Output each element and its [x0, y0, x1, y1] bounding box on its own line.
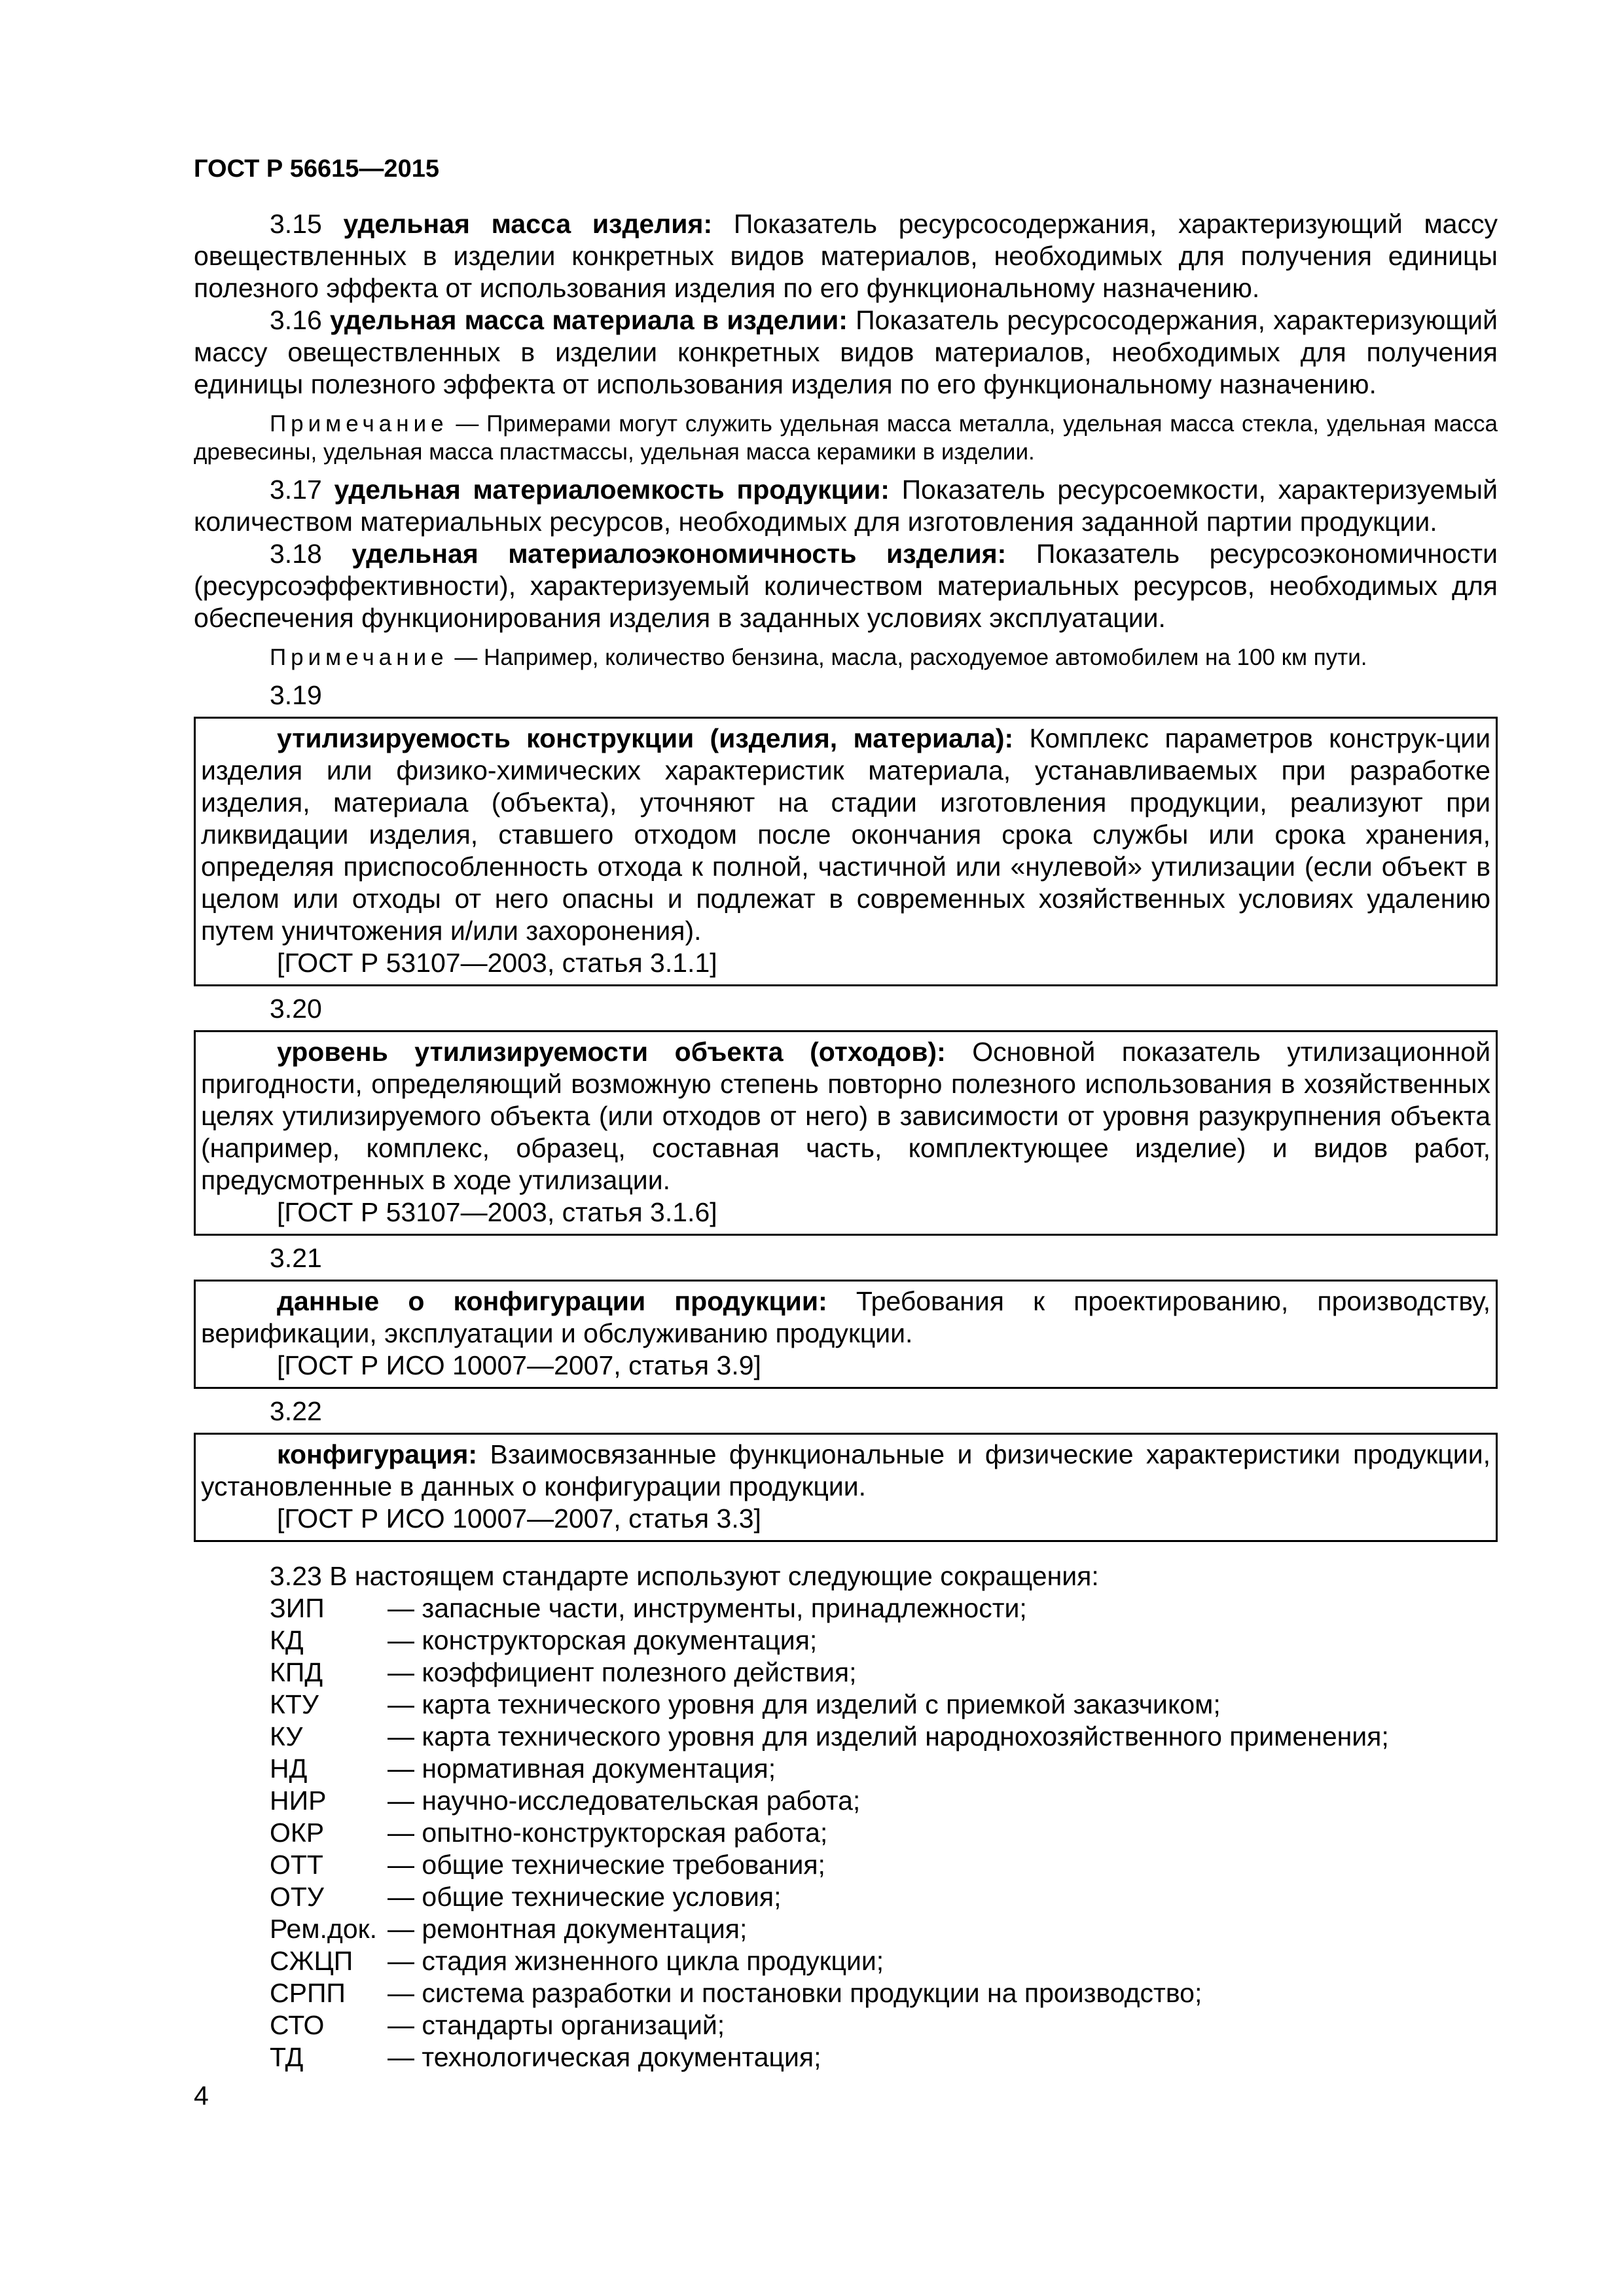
definition-term: удельная масса материала в изделии: [330, 305, 848, 335]
definition-term: удельная материалоемкость продукции: [334, 475, 890, 505]
abbreviation-row [194, 1657, 1498, 1689]
abbreviation-definition: — научно-исследовательская работа; [388, 1785, 861, 1816]
boxed-definition-3-19 [194, 717, 1498, 986]
definition-3-18 [194, 538, 1498, 634]
document-body [194, 208, 1498, 2073]
abbreviation-definition: — общие технические требования; [388, 1850, 825, 1880]
abbreviation-definition: — конструкторская документация; [388, 1625, 818, 1655]
abbreviation-row [194, 1913, 1498, 1945]
note-text: — Примерами могут служить удельная масса металла, удельная масса стекла, удельная масса древесины, удельная масса пластмассы, удельная масса керамики в изделии. [194, 411, 1498, 465]
boxed-number-3-20: 3.20 [270, 994, 322, 1024]
definition-term: утилизируемость конструкции (изделия, материала): [277, 723, 1014, 753]
boxed-number-3-19: 3.19 [270, 680, 322, 710]
abbreviation-code: Рем.док. [270, 1914, 377, 1944]
abbreviation-row [194, 1592, 1498, 1624]
definition-number: 3.18 [270, 539, 322, 569]
definition-number: 3.16 [270, 305, 322, 335]
abbreviation-code: ЗИП [270, 1593, 325, 1623]
note-label: Примечание [270, 411, 448, 437]
abbreviation-code: ОТУ [270, 1882, 324, 1912]
definition-term: удельная масса изделия: [343, 209, 713, 239]
abbreviation-definition: — ремонтная документация; [388, 1914, 748, 1944]
boxed-number-3-21: 3.21 [270, 1243, 322, 1273]
abbreviation-row [194, 1945, 1498, 1977]
abbreviation-row [194, 1753, 1498, 1785]
abbreviation-row [194, 1977, 1498, 2009]
abbreviation-code: КТУ [270, 1689, 319, 1719]
abbreviation-row [194, 1785, 1498, 1817]
abbreviation-code: КД [270, 1625, 304, 1655]
definition-text: Показатель ресурсоемкости, характеризуемый количеством материальных ресурсов, необходимых для изготовления заданной партии продукции. [194, 475, 1498, 537]
abbreviation-definition: — нормативная документация; [388, 1753, 776, 1784]
abbreviation-row [194, 1624, 1498, 1657]
abbreviation-row [194, 2009, 1498, 2041]
abbreviation-code: СЖЦП [270, 1946, 353, 1976]
abbreviation-row [194, 2041, 1498, 2073]
abbreviation-code: НД [270, 1753, 308, 1784]
boxed-definition-3-21 [194, 1280, 1498, 1389]
abbreviations-list [194, 1592, 1498, 2073]
abbreviation-code: СТО [270, 2010, 325, 2040]
definition-term: уровень утилизируемости объекта (отходов): [277, 1037, 946, 1067]
definition-text: Комплекс параметров конструк-ции изделия или физико-химических характеристик материала, устанавливаемых при разработке изделия, материала (объекта), уточняют на стадии изготовления продукции, реализуют при ликвидации изделия, ставшего отходом после окончания срока службы или срока хранения, определяя приспособленность отхода к полной, частичной или «нулевой» утилизации (если объект в целом или отходы от него опасны и подлежат в современных хозяйственных условиях удалению путем уничтожения и/или захоронения). [201, 723, 1490, 946]
definition-term: конфигурация: [277, 1439, 478, 1469]
abbreviation-code: КУ [270, 1721, 303, 1751]
definition-source: [ГОСТ Р 53107—2003, статья 3.1.1] [277, 948, 717, 978]
abbreviation-definition: — опытно-конструкторская работа; [388, 1818, 828, 1848]
boxed-definition-3-20 [194, 1030, 1498, 1236]
abbreviation-row [194, 1689, 1498, 1721]
abbreviation-definition: — карта технического уровня для изделий с приемкой заказчиком; [388, 1689, 1221, 1719]
definition-3-15 [194, 208, 1498, 304]
definition-term: удельная материалоэкономичность изделия: [352, 539, 1007, 569]
abbreviation-definition: — карта технического уровня для изделий народнохозяйственного применения; [388, 1721, 1389, 1751]
abbreviation-definition: — система разработки и постановки продукции на производство; [388, 1978, 1202, 2008]
abbreviation-row [194, 1817, 1498, 1849]
note-2 [194, 643, 1498, 672]
abbreviation-row [194, 1721, 1498, 1753]
abbreviations-intro: 3.23 В настоящем стандарте используют следующие сокращения: [270, 1561, 1099, 1591]
abbreviation-code: ОТТ [270, 1850, 323, 1880]
definition-source: [ГОСТ Р 53107—2003, статья 3.1.6] [277, 1197, 717, 1227]
abbreviation-definition: — стадия жизненного цикла продукции; [388, 1946, 884, 1976]
definition-text: Показатель ресурсосодержания, характеризующий массу овеществленных в изделии конкретных видов материалов, необходимых для получения единицы полезного эффекта от использования изделия по его функциональному назначению. [194, 305, 1498, 399]
abbreviation-code: ТД [270, 2042, 304, 2072]
abbreviation-definition: — стандарты организаций; [388, 2010, 725, 2040]
note-text: — Например, количество бензина, масла, расходуемое автомобилем на 100 км пути. [454, 645, 1367, 670]
definition-3-17 [194, 474, 1498, 538]
definition-text: Показатель ресурсосодержания, характеризующий массу овеществленных в изделии конкретных видов материалов, необходимых для получения единицы полезного эффекта от использования изделия по его функциональному назначению. [194, 209, 1498, 303]
definition-text: Взаимосвязанные функциональные и физические характеристики продукции, установленные в данных о конфигурации продукции. [201, 1439, 1490, 1501]
abbreviation-row [194, 1881, 1498, 1913]
definition-term: данные о конфигурации продукции: [277, 1286, 827, 1316]
definition-source: [ГОСТ Р ИСО 10007—2007, статья 3.9] [277, 1350, 761, 1380]
abbreviation-definition: — запасные части, инструменты, принадлежности; [388, 1593, 1027, 1623]
page-number: 4 [194, 2081, 209, 2111]
definition-3-16 [194, 304, 1498, 401]
abbreviation-code: КПД [270, 1657, 323, 1687]
definition-text: Требования к проектированию, производству, верификации, эксплуатации и обслуживанию продукции. [201, 1286, 1490, 1348]
definition-number: 3.15 [270, 209, 322, 239]
boxed-definition-3-22 [194, 1433, 1498, 1542]
abbreviation-definition: — общие технические условия; [388, 1882, 782, 1912]
boxed-number-3-22: 3.22 [270, 1396, 322, 1426]
abbreviation-code: НИР [270, 1785, 327, 1816]
abbreviation-definition: — коэффициент полезного действия; [388, 1657, 857, 1687]
abbreviation-code: СРПП [270, 1978, 346, 2008]
abbreviation-code: ОКР [270, 1818, 325, 1848]
definition-text: Показатель ресурсоэкономичности (ресурсоэффективности), характеризуемый количеством материальных ресурсов, необходимых для обеспечения функционирования изделия в заданных условиях эксплуатации. [194, 539, 1498, 633]
definition-text: Основной показатель утилизационной пригодности, определяющий возможную степень повторно полезного использования в хозяйственных целях утилизируемого объекта (или отходов от него) в зависимости от уровня разукрупнения объекта (например, комплекс, образец, составная часть, комплектующее изделие) и видов работ, предусмотренных в ходе утилизации. [201, 1037, 1490, 1195]
note-1 [194, 410, 1498, 466]
definition-number: 3.17 [270, 475, 322, 505]
abbreviation-definition: — технологическая документация; [388, 2042, 821, 2072]
note-label: Примечание [270, 645, 448, 670]
abbreviation-row [194, 1849, 1498, 1881]
definition-source: [ГОСТ Р ИСО 10007—2007, статья 3.3] [277, 1503, 761, 1534]
standard-header: ГОСТ Р 56615—2015 [194, 155, 439, 183]
